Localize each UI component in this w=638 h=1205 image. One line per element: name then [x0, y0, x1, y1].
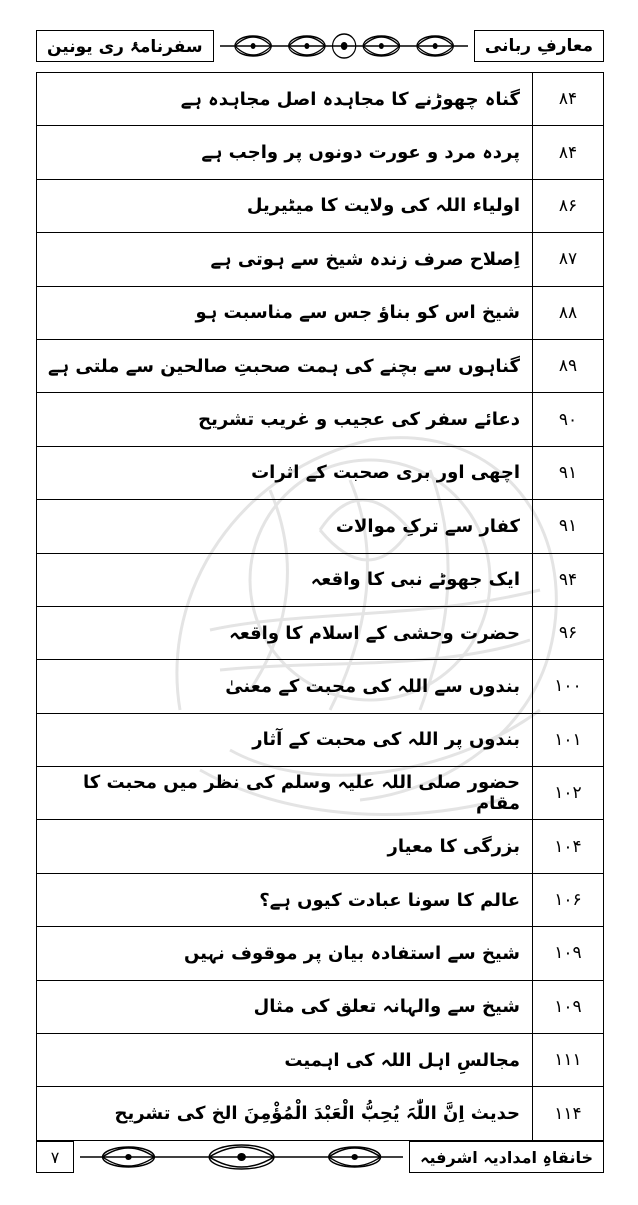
contents-page-number: ۹۴ — [533, 553, 604, 606]
header-series-title: سفرنامۂ ری یونین — [47, 36, 203, 57]
contents-row — [37, 660, 604, 713]
header-book-title-box — [474, 30, 604, 62]
contents-page-number: ۱۱۱ — [533, 1034, 604, 1087]
contents-title: اِصلاح صرف زندہ شیخ سے ہوتی ہے — [37, 233, 533, 286]
contents-page-number: ۸۹ — [533, 339, 604, 392]
contents-title: حدیث اِنَّ اللّٰہَ یُحِبُّ الْعَبْدَ الْمُؤْمِنَ الخ کی تشریح — [37, 1087, 533, 1140]
page-header — [36, 28, 604, 64]
contents-title: حضور صلی اللہ علیہ وسلم کی نظر میں محبت کا مقام — [37, 767, 533, 820]
contents-title: مجالسِ اہل اللہ کی اہمیت — [37, 1034, 533, 1087]
contents-title: شیخ سے والہانہ تعلق کی مثال — [37, 980, 533, 1033]
header-ornament — [220, 31, 468, 61]
contents-row — [37, 980, 604, 1033]
contents-row — [37, 500, 604, 553]
contents-row — [37, 179, 604, 232]
contents-title: بندوں سے اللہ کی محبت کے معنیٰ — [37, 660, 533, 713]
contents-page-number: ۱۰۱ — [533, 713, 604, 766]
contents-page-number: ۹۱ — [533, 500, 604, 553]
contents-page-number: ۸۴ — [533, 73, 604, 126]
contents-row — [37, 606, 604, 659]
contents-row — [37, 393, 604, 446]
contents-page-number: ۱۱۴ — [533, 1087, 604, 1140]
contents-title: بندوں پر اللہ کی محبت کے آثار — [37, 713, 533, 766]
contents-row — [37, 233, 604, 286]
contents-page-number: ۱۰۶ — [533, 873, 604, 926]
contents-page-number: ۸۸ — [533, 286, 604, 339]
contents-page-number: ۱۰۴ — [533, 820, 604, 873]
contents-row — [37, 713, 604, 766]
contents-title: اولیاء اللہ کی ولایت کا میٹیریل — [37, 179, 533, 232]
contents-row — [37, 767, 604, 820]
page-number-box — [36, 1141, 74, 1173]
contents-title: گناہ چھوڑنے کا مجاہدہ اصل مجاہدہ ہے — [37, 73, 533, 126]
contents-page-number: ۱۰۰ — [533, 660, 604, 713]
contents-row — [37, 927, 604, 980]
contents-page-number: ۹۶ — [533, 606, 604, 659]
contents-page-number: ۱۰۹ — [533, 980, 604, 1033]
contents-table — [36, 72, 604, 1141]
contents-title: دعائے سفر کی عجیب و غریب تشریح — [37, 393, 533, 446]
footer-ornament — [80, 1142, 403, 1172]
page-footer — [36, 1140, 604, 1174]
contents-title: شیخ اس کو بناؤ جس سے مناسبت ہو — [37, 286, 533, 339]
contents-row — [37, 1034, 604, 1087]
contents-row — [37, 1087, 604, 1140]
contents-row — [37, 339, 604, 392]
contents-page-number: ۸۶ — [533, 179, 604, 232]
contents-title: گناہوں سے بچنے کی ہمت صحبتِ صالحین سے ملتی ہے — [37, 339, 533, 392]
contents-row — [37, 446, 604, 499]
contents-title: عالم کا سونا عبادت کیوں ہے؟ — [37, 873, 533, 926]
contents-title: ایک جھوٹے نبی کا واقعہ — [37, 553, 533, 606]
contents-row — [37, 73, 604, 126]
contents-page-number: ۱۰۹ — [533, 927, 604, 980]
header-book-title: معارفِ ربانی — [484, 36, 593, 56]
contents-title: بزرگی کا معیار — [37, 820, 533, 873]
contents-row — [37, 126, 604, 179]
contents-page-number: ۸۴ — [533, 126, 604, 179]
contents-page-number: ۹۱ — [533, 446, 604, 499]
contents-title: کفار سے ترکِ موالات — [37, 500, 533, 553]
contents-page-number: ۱۰۲ — [533, 767, 604, 820]
publisher-box — [409, 1141, 604, 1173]
publisher-name: خانقاہِ امدادیہ اشرفیہ — [420, 1147, 593, 1167]
contents-title: اچھی اور بری صحبت کے اثرات — [37, 446, 533, 499]
contents-title: حضرت وحشی کے اسلام کا واقعہ — [37, 606, 533, 659]
contents-row — [37, 820, 604, 873]
contents-page-number: ۸۷ — [533, 233, 604, 286]
page-number: ۷ — [50, 1147, 60, 1167]
header-series-title-box — [36, 30, 214, 62]
contents-page-number: ۹۰ — [533, 393, 604, 446]
contents-row — [37, 873, 604, 926]
contents-row — [37, 286, 604, 339]
contents-title: پردہ مرد و عورت دونوں پر واجب ہے — [37, 126, 533, 179]
contents-row — [37, 553, 604, 606]
contents-title: شیخ سے استفادہ بیان پر موقوف نہیں — [37, 927, 533, 980]
